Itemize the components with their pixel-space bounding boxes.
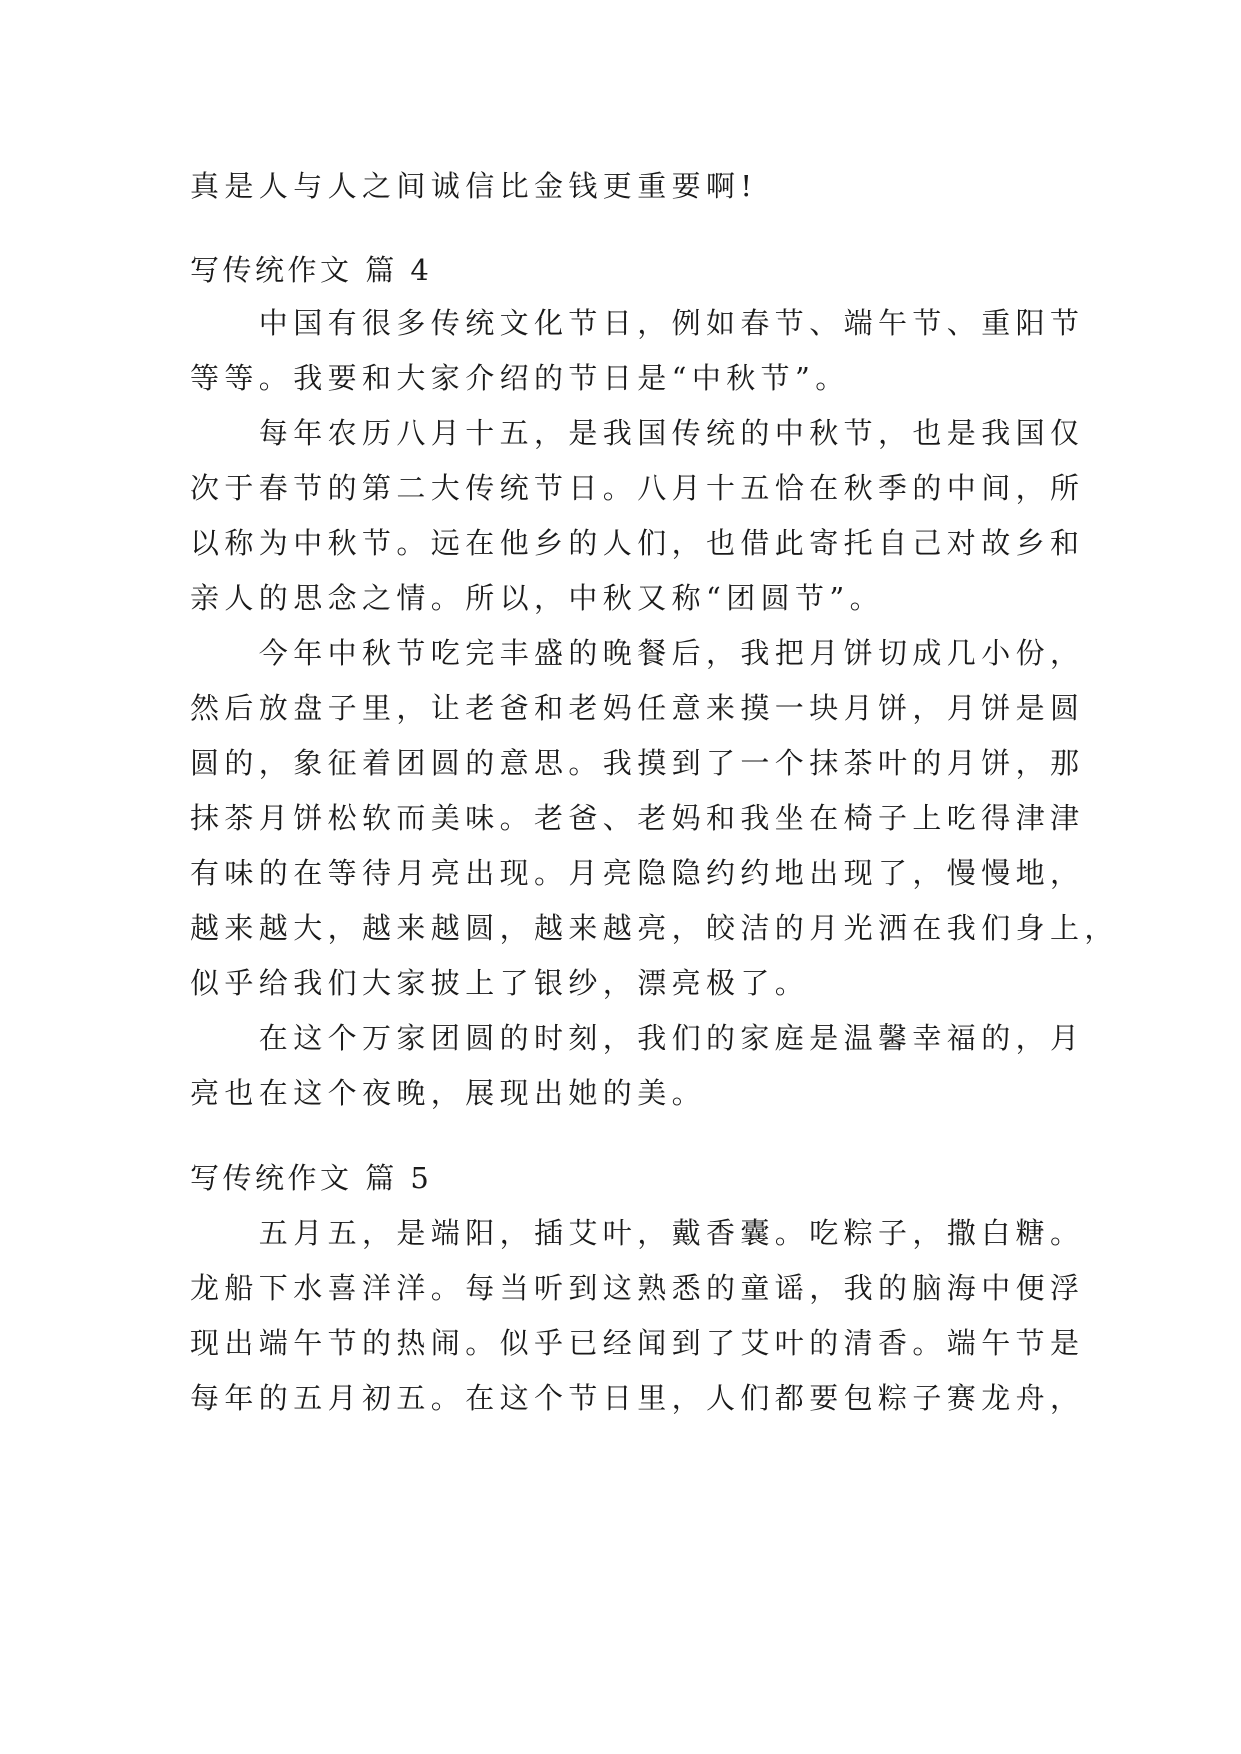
section-5-heading: 写传统作文 篇 5 [190,1161,433,1195]
section-4-line: 然后放盘子里，让老爸和老妈任意来摸一块月饼，月饼是圆 [190,691,1085,725]
section-4-line: 圆的，象征着团圆的意思。我摸到了一个抹茶叶的月饼，那 [190,746,1085,780]
section-4-line: 在这个万家团圆的时刻，我们的家庭是温馨幸福的，月 [190,1021,1085,1055]
section-4-line: 抹茶月饼松软而美味。老爸、老妈和我坐在椅子上吃得津津 [190,801,1085,835]
section-5-line: 每年的五月初五。在这个节日里，人们都要包粽子赛龙舟， [190,1381,1085,1415]
section-5-line: 龙船下水喜洋洋。每当听到这熟悉的童谣，我的脑海中便浮 [190,1271,1085,1305]
section-4-line: 每年农历八月十五，是我国传统的中秋节，也是我国仅 [190,416,1085,450]
section-5-line: 五月五，是端阳，插艾叶，戴香囊。吃粽子，撒白糖。 [190,1216,1085,1250]
section-5-line: 现出端午节的热闹。似乎已经闻到了艾叶的清香。端午节是 [190,1326,1085,1360]
section-4-line: 亮也在这个夜晚，展现出她的美。 [190,1076,707,1110]
section-4-line: 次于春节的第二大传统节日。八月十五恰在秋季的中间，所 [190,471,1085,505]
section-4-line: 似乎给我们大家披上了银纱，漂亮极了。 [190,966,810,1000]
section-4-line: 中国有很多传统文化节日，例如春节、端午节、重阳节 [190,306,1085,340]
section-4-line: 亲人的思念之情。所以，中秋又称“团圆节”。 [190,581,885,615]
section-4-line: 等等。我要和大家介绍的节日是“中秋节”。 [190,361,850,395]
section-4-line: 以称为中秋节。远在他乡的人们，也借此寄托自己对故乡和 [190,526,1085,560]
section-4-line: 今年中秋节吃完丰盛的晚餐后，我把月饼切成几小份， [190,636,1085,670]
section-4-heading: 写传统作文 篇 4 [190,253,433,287]
intro-line: 真是人与人之间诚信比金钱更重要啊! [190,169,758,203]
section-4-line: 越来越大，越来越圆，越来越亮，皎洁的月光洒在我们身上， [190,911,1119,945]
section-4-line: 有味的在等待月亮出现。月亮隐隐约约地出现了，慢慢地， [190,856,1085,890]
